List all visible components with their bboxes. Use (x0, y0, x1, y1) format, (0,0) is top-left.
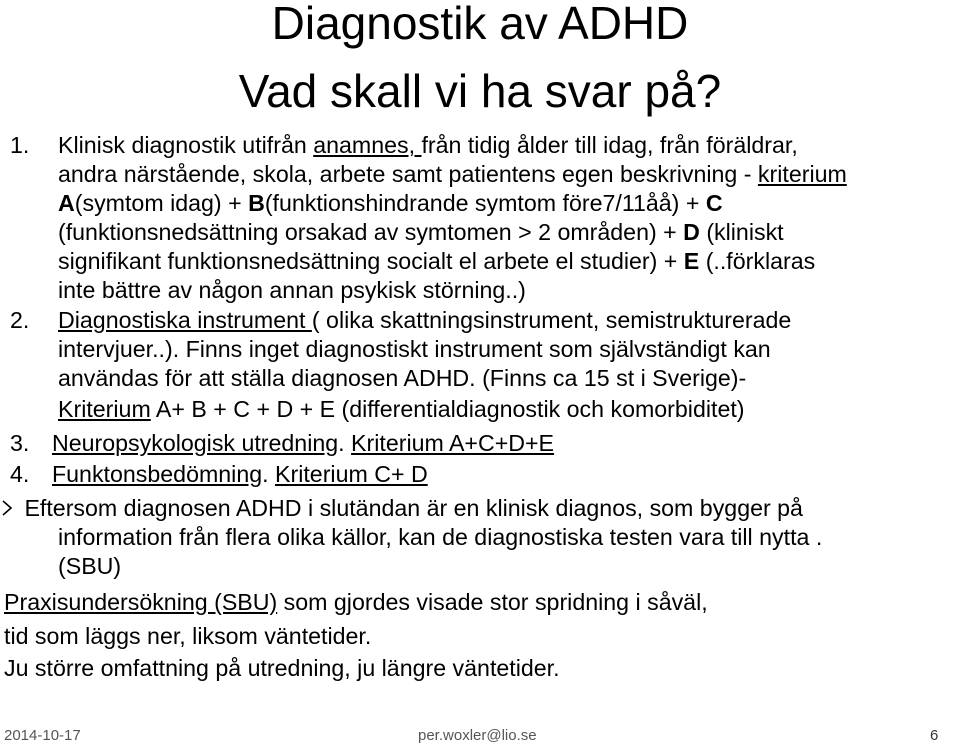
text: från tidig ålder till idag, från föräldrar, (421, 132, 798, 158)
text: andra närstående, skola, arbete samt patientens egen beskrivning - (58, 161, 758, 187)
item2-line1 (58, 309, 791, 332)
item1-line2 (58, 163, 847, 186)
praxisundersokning-link[interactable]: Praxisundersökning (SBU) (4, 589, 278, 615)
item4-number: 4. (10, 461, 30, 487)
text: Klinisk diagnostik utifrån (58, 132, 314, 158)
item1-line5 (58, 250, 815, 273)
chevron-right-icon (0, 495, 24, 521)
praxis-line2: tid som läggs ner, liksom väntetider. (4, 623, 372, 649)
criterion-a: A (58, 190, 75, 216)
kriterium-acde-link[interactable]: Kriterium A+C+D+E (351, 430, 555, 456)
text: (..förklaras (699, 248, 816, 274)
slide-title-line1: Diagnostik av ADHD (271, 0, 689, 49)
diagnostiska-instrument-link[interactable]: Diagnostiska instrument (58, 307, 312, 333)
footer-email: per.woxler@lio.se (418, 727, 537, 744)
praxis-line3: Ju större omfattning på utredning, ju längre väntetider. (4, 655, 560, 681)
text: ( olika skattningsinstrument, semistrukturerade (311, 307, 792, 333)
item2-line2: intervjuer..). Finns inget diagnostiskt instrument som självständigt kan (58, 336, 771, 362)
text: (funktionshindrande symtom före7/11åå) + (264, 190, 706, 216)
item1-number: 1. (10, 132, 30, 158)
criterion-b: B (248, 190, 265, 216)
text: som gjordes visade stor spridning i såväl, (277, 589, 708, 615)
item3-line (52, 432, 554, 455)
praxis-line1 (4, 591, 708, 614)
item1-line6: inte bättre av någon annan psykisk störning..) (58, 277, 526, 303)
item2-line3: användas för att ställa diagnosen ADHD. (Finns ca 15 st i Sverige)- (58, 365, 747, 391)
separator: . (262, 461, 276, 487)
item2-line4 (58, 398, 745, 421)
criterion-c: C (705, 190, 723, 216)
text: (symtom idag) + (74, 190, 249, 216)
kriterium-link[interactable]: kriterium (757, 161, 847, 187)
item1-line1 (58, 134, 798, 157)
item2-number: 2. (10, 307, 30, 333)
item3-number: 3. (10, 430, 30, 456)
criterion-d: D (683, 219, 700, 245)
item4-line (52, 463, 428, 486)
footer-page-number: 6 (930, 727, 939, 744)
separator: . (338, 430, 352, 456)
footer-date: 2014-10-17 (4, 727, 81, 744)
conclusion-line1 (0, 497, 803, 520)
neuropsykologisk-utredning-link[interactable]: Neuropsykologisk utredning (52, 430, 339, 456)
slide-title-line2: Vad skall vi ha svar på? (238, 65, 722, 117)
text: (funktionsnedsättning orsakad av symtomen > 2 områden) + (58, 219, 684, 245)
criterion-e: E (683, 248, 700, 274)
conclusion-line2: information från flera olika källor, kan de diagnostiska testen vara till nytta . (58, 524, 823, 550)
anamnes-link[interactable]: anamnes, (313, 132, 422, 158)
kriterium-cd-link[interactable]: Kriterium C+ D (275, 461, 428, 487)
text: A+ B + C + D + E (differentialdiagnostik och komorbiditet) (150, 396, 745, 422)
text: (kliniskt (699, 219, 784, 245)
text: signifikant funktionsnedsättning socialt el arbete el studier) + (58, 248, 684, 274)
item1-line3 (58, 192, 723, 215)
kriterium-link[interactable]: Kriterium (58, 396, 151, 422)
text: Eftersom diagnosen ADHD i slutändan är en klinisk diagnos, som bygger på (24, 495, 803, 521)
item1-line4 (58, 221, 784, 244)
funktonsbedomning-link[interactable]: Funktonsbedömning (52, 461, 263, 487)
conclusion-line3: (SBU) (58, 553, 122, 579)
